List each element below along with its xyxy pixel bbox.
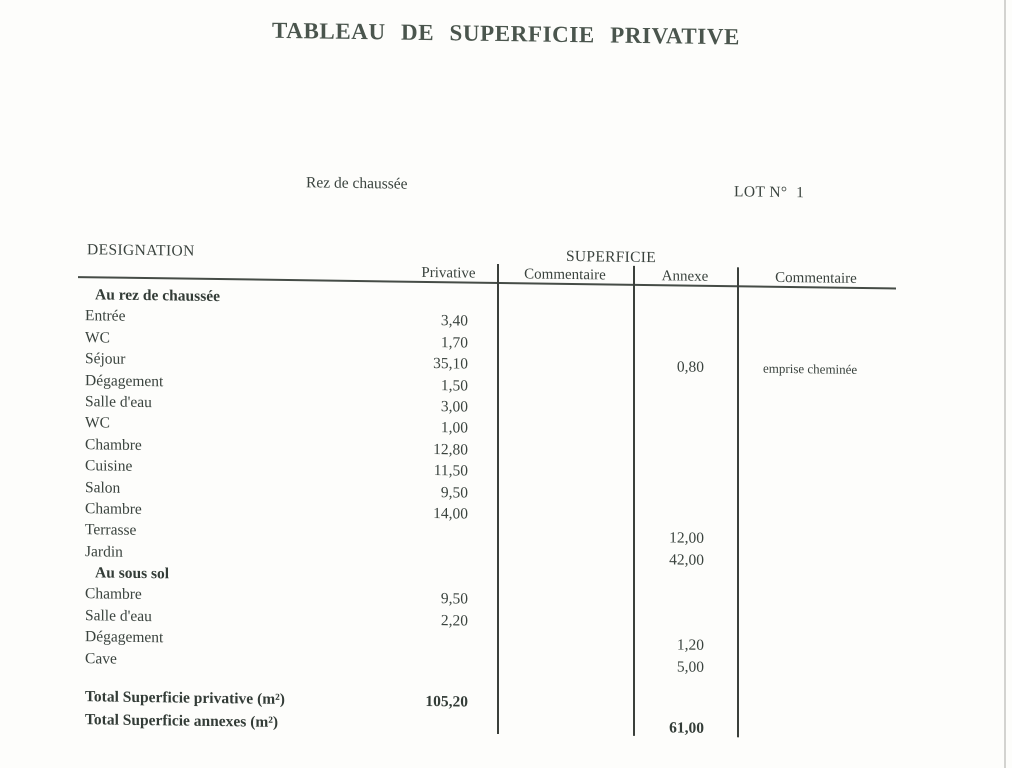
privative-value: 1,70 bbox=[440, 333, 468, 352]
row-label: WC bbox=[85, 414, 110, 432]
annexe-value bbox=[633, 399, 737, 422]
row-label: Jardin bbox=[85, 542, 123, 561]
row-label: Salle d'eau bbox=[85, 607, 152, 625]
privative-value: 1,00 bbox=[440, 419, 468, 437]
scan-edge-line bbox=[1004, 0, 1006, 768]
privative-value: 9,50 bbox=[440, 590, 468, 609]
row-comment bbox=[737, 593, 897, 617]
row-label: Chambre bbox=[85, 585, 142, 604]
commentaire-1-value bbox=[497, 461, 633, 484]
commentaire-1-value bbox=[497, 311, 633, 334]
annexe-value bbox=[633, 463, 737, 486]
annexe-value bbox=[633, 484, 737, 507]
row-label: Au rez de chaussée bbox=[95, 286, 220, 306]
commentaire-1-value bbox=[497, 290, 633, 313]
designation-header: DESIGNATION bbox=[87, 241, 195, 260]
privative-value: 3,00 bbox=[440, 398, 468, 416]
row-label: Total Superficie annexes (m²) bbox=[85, 711, 279, 731]
row-label: Séjour bbox=[85, 350, 126, 368]
row-comment: emprise cheminée bbox=[763, 360, 858, 378]
row-comment bbox=[737, 571, 897, 595]
row-label: Chambre bbox=[85, 500, 142, 518]
commentaire-1-value bbox=[497, 547, 633, 570]
row-comment bbox=[737, 550, 897, 574]
table-body bbox=[78, 284, 897, 680]
row-comment bbox=[737, 293, 897, 317]
row-comment bbox=[737, 422, 897, 446]
table-totals bbox=[78, 685, 897, 742]
annexe-value bbox=[633, 693, 737, 717]
column-header-commentaire-1: Commentaire bbox=[524, 266, 606, 284]
commentaire-1-value bbox=[497, 376, 633, 399]
commentaire-1-value bbox=[497, 611, 633, 634]
privative-value: 1,50 bbox=[440, 376, 468, 395]
privative-value: 3,40 bbox=[440, 312, 468, 330]
row-comment bbox=[737, 717, 897, 742]
column-header-annexe: Annexe bbox=[661, 268, 709, 285]
commentaire-1-value bbox=[497, 482, 633, 505]
annexe-value bbox=[633, 570, 737, 593]
row-comment bbox=[737, 315, 897, 339]
commentaire-1-value bbox=[497, 333, 633, 356]
annexe-value bbox=[633, 420, 737, 443]
annexe-value bbox=[633, 506, 737, 529]
row-label: Terrasse bbox=[85, 521, 137, 540]
annexe-value bbox=[633, 613, 737, 636]
row-comment bbox=[737, 507, 897, 531]
privative-value: 14,00 bbox=[433, 504, 468, 523]
commentaire-1-value bbox=[497, 654, 633, 677]
column-header-commentaire-2: Commentaire bbox=[775, 269, 857, 287]
commentaire-1-value bbox=[497, 440, 633, 463]
commentaire-1-value bbox=[497, 568, 633, 591]
privative-value bbox=[400, 567, 497, 590]
annexe-value: 1,20 bbox=[676, 636, 704, 655]
row-comment bbox=[737, 464, 897, 488]
row-comment bbox=[737, 657, 897, 681]
row-comment bbox=[737, 336, 897, 360]
annexe-value: 42,00 bbox=[669, 551, 704, 569]
row-label: Cave bbox=[85, 649, 117, 668]
annexe-value: 12,00 bbox=[669, 529, 704, 548]
annexe-value: 0,80 bbox=[676, 358, 704, 377]
row-comment bbox=[737, 614, 897, 638]
row-label: Dégagement bbox=[85, 628, 164, 647]
privative-value: 35,10 bbox=[433, 355, 468, 373]
privative-value bbox=[400, 289, 497, 312]
row-comment bbox=[737, 443, 897, 467]
annexe-value bbox=[633, 292, 737, 315]
commentaire-1-value bbox=[497, 354, 633, 377]
annexe-value: 5,00 bbox=[676, 658, 704, 676]
commentaire-1-value bbox=[497, 418, 633, 441]
annexe-value bbox=[633, 442, 737, 465]
privative-value bbox=[400, 545, 497, 568]
column-header-privative: Privative bbox=[421, 264, 476, 282]
privative-value bbox=[400, 631, 497, 654]
commentaire-1-value bbox=[497, 589, 633, 612]
annexe-value bbox=[633, 591, 737, 614]
row-label: WC bbox=[85, 328, 110, 347]
commentaire-1-value bbox=[497, 632, 633, 655]
annexe-value bbox=[633, 335, 737, 358]
row-comment bbox=[737, 529, 897, 553]
row-label: Salon bbox=[85, 478, 121, 497]
row-comment bbox=[737, 486, 897, 510]
privative-value bbox=[400, 652, 497, 675]
privative-value bbox=[400, 713, 497, 737]
page-title: TABLEAU DE SUPERFICIE PRIVATIVE bbox=[272, 17, 740, 50]
row-label: Entrée bbox=[85, 307, 126, 326]
annexe-value bbox=[633, 313, 737, 336]
privative-value: 105,20 bbox=[425, 692, 468, 711]
row-comment bbox=[737, 694, 897, 719]
annexe-value: 61,00 bbox=[669, 719, 704, 737]
row-label: Salle d'eau bbox=[85, 393, 152, 412]
row-label: Au sous sol bbox=[95, 564, 170, 583]
superficie-header: SUPERFICIE bbox=[566, 247, 656, 267]
row-label: Dégagement bbox=[85, 371, 164, 390]
commentaire-1-value bbox=[497, 525, 633, 548]
commentaire-1-value bbox=[497, 504, 633, 527]
privative-value: 12,80 bbox=[433, 440, 468, 459]
commentaire-1-value bbox=[497, 397, 633, 420]
row-label: Cuisine bbox=[85, 457, 133, 475]
commentaire-1-value bbox=[497, 714, 633, 739]
privative-value bbox=[400, 524, 497, 547]
privative-value: 11,50 bbox=[433, 462, 468, 480]
row-comment bbox=[737, 400, 897, 424]
privative-value: 2,20 bbox=[440, 612, 468, 630]
row-comment bbox=[737, 379, 897, 403]
row-label: Total Superficie privative (m²) bbox=[85, 688, 285, 708]
row-label: Chambre bbox=[85, 435, 142, 454]
annexe-value bbox=[633, 377, 737, 400]
privative-value: 9,50 bbox=[440, 483, 468, 502]
row-comment bbox=[737, 636, 897, 660]
floor-label: Rez de chaussée bbox=[306, 174, 408, 193]
lot-number-label: LOT N° 1 bbox=[734, 183, 805, 202]
commentaire-1-value bbox=[497, 691, 633, 716]
